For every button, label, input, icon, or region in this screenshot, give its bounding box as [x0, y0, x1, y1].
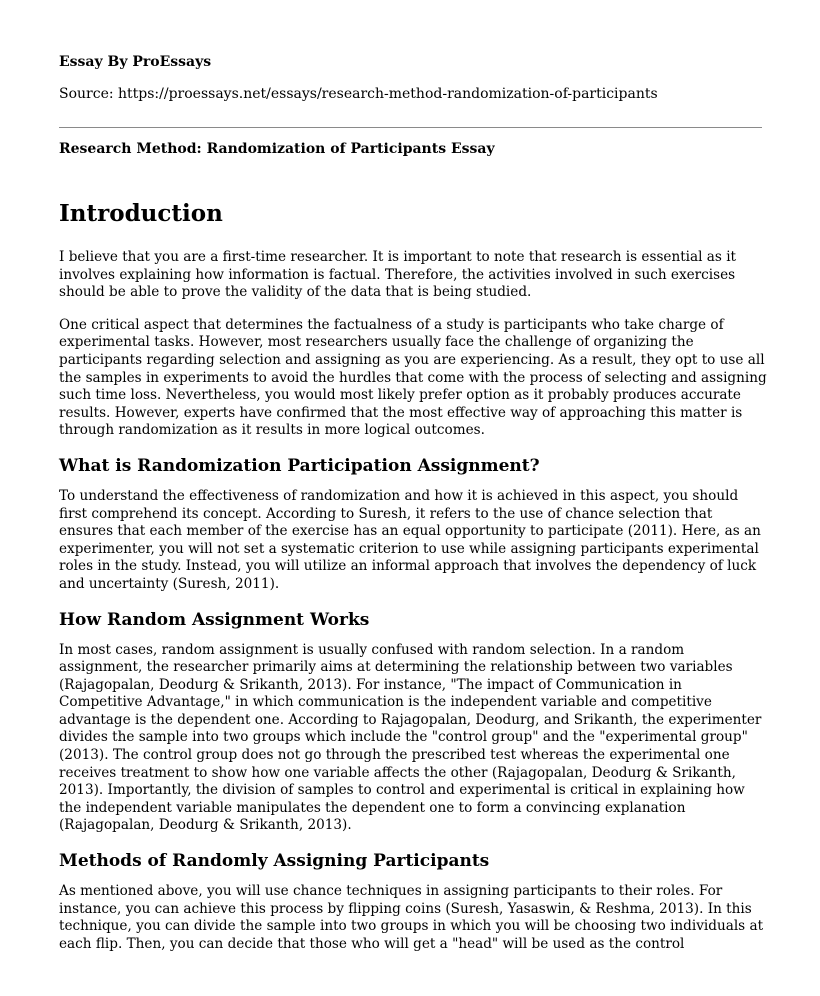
byline: Essay By ProEssays	[59, 54, 212, 70]
paragraph: As mentioned above, you will use chance techniques in assigning participants to their roles. For instance, you can achieve this process by flipping coins (Suresh, Yasaswin, & Reshma, 2013). In this technique, you can divide the sample into two groups in which you will be choosing two individuals at each flip. Then, you can decide that those who will get a "head" will be used as the control	[59, 883, 764, 952]
paragraph: To understand the effectiveness of randomization and how it is achieved in this aspect, you should first comprehend its concept. According to Suresh, it refers to the use of chance selection that ensures that each member of the exercise has an equal opportunity to participate (2011). Here, as an experimenter, you will not set a systematic criterion to use while assigning participants experimental roles in the study. Instead, you will utilize an informal approach that involves the dependency of luck and uncertainty (Suresh, 2011).	[59, 487, 761, 592]
header-divider	[59, 127, 762, 128]
paragraph: In most cases, random assignment is usually confused with random selection. In a random assignment, the researcher primarily aims at determining the relationship between two variables (Rajagopalan, Deodurg & Srikanth, 2013). For instance, "The impact of Communication in Competitive Advantage," in which communication is the independent variable and competitive advantage is the dependent one. According to Rajagopalan, Deodurg, and Srikanth, the experimenter divides the sample into two groups which include the "control group" and the "experimental group" (2013). The control group does not go through the prescribed test whereas the experimental one receives treatment to show how one variable affects the other (Rajagopalan, Deodurg & Srikanth, 2013). Importantly, the division of samples to control and experimental is critical in explaining how the independent variable manipulates the dependent one to form a convincing explanation (Rajagopalan, Deodurg & Srikanth, 2013).	[59, 641, 762, 834]
essay-title: Research Method: Randomization of Participants Essay	[59, 141, 495, 157]
section-heading-how-random-assignment-works: How Random Assignment Works	[59, 609, 370, 630]
source-line: Source: https://proessays.net/essays/research-method-randomization-of-participants	[59, 86, 658, 102]
section-heading-methods: Methods of Randomly Assigning Participants	[59, 851, 490, 872]
essay-body	[59, 198, 769, 968]
section-heading-what-is-randomization: What is Randomization Participation Assignment?	[59, 455, 540, 476]
paragraph: I believe that you are a first-time researcher. It is important to note that research is essential as it involves explaining how information is factual. Therefore, the activities involved in such exercises should be able to prove the validity of the data that is being studied.	[59, 249, 737, 301]
paragraph: One critical aspect that determines the factualness of a study is participants who take charge of experimental tasks. However, most researchers usually face the challenge of organizing the participants regarding selection and assigning as you are experiencing. As a result, they opt to use all the samples in experiments to avoid the hurdles that come with the process of selecting and assigning such time loss. Nevertheless, you would most likely prefer option as it probably produces accurate results. However, experts have confirmed that the most effective way of approaching this matter is through randomization as it results in more logical outcomes.	[59, 316, 767, 439]
section-heading-introduction: Introduction	[59, 200, 223, 227]
